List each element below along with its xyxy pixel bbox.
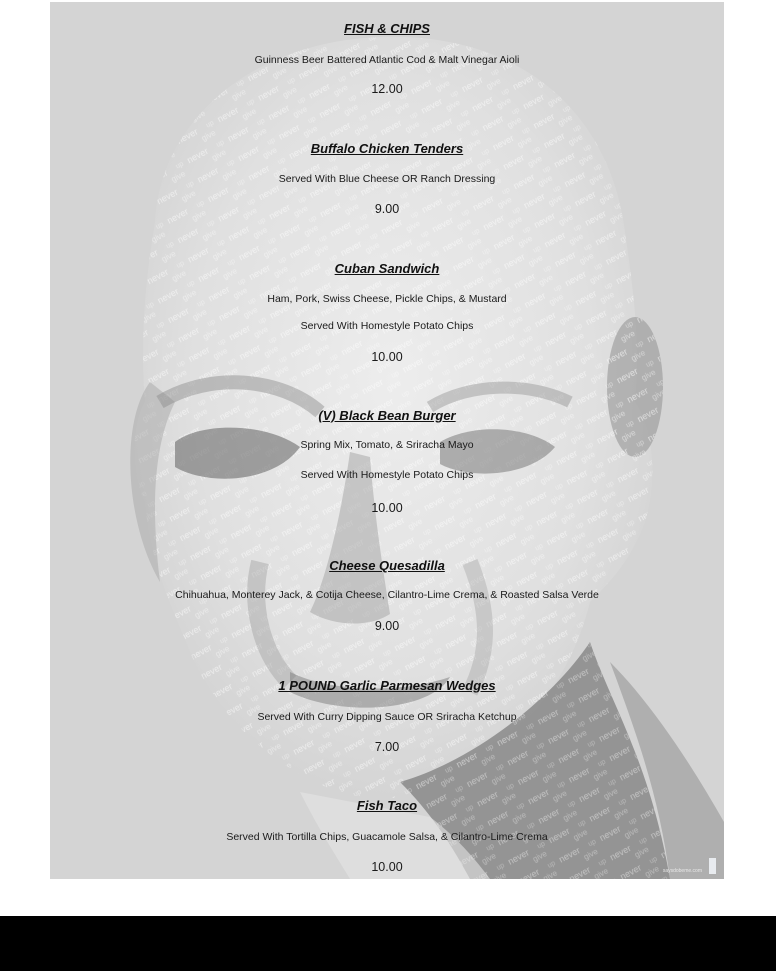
item-description: Served With Blue Cheese OR Ranch Dressing <box>278 173 496 185</box>
item-price: 10.00 <box>371 350 403 364</box>
item-description: Served With Curry Dipping Sauce OR Sriracha Ketchup <box>257 711 517 723</box>
item-description: Spring Mix, Tomato, & Sriracha Mayo <box>300 439 474 451</box>
item-description: Guinness Beer Battered Atlantic Cod & Malt Vinegar Aioli <box>254 54 520 66</box>
item-title: (V) Black Bean Burger <box>318 408 456 423</box>
credit-mark <box>709 858 716 874</box>
bottom-black-bar <box>0 916 776 971</box>
item-title: 1 POUND Garlic Parmesan Wedges <box>278 678 496 693</box>
item-description: Ham, Pork, Swiss Cheese, Pickle Chips, & Mustard <box>267 293 507 305</box>
item-price: 9.00 <box>374 202 400 216</box>
item-price: 7.00 <box>374 740 400 754</box>
item-price: 9.00 <box>374 619 400 633</box>
item-title: Cuban Sandwich <box>334 261 440 276</box>
item-price: 10.00 <box>371 860 403 874</box>
item-title: Buffalo Chicken Tenders <box>310 141 464 156</box>
image-credit: saysdobeme.com <box>662 868 702 874</box>
menu-sheet <box>50 2 724 879</box>
item-title: FISH & CHIPS <box>344 21 430 36</box>
item-description: Chihuahua, Monterey Jack, & Cotija Cheese, Cilantro-Lime Crema, & Roasted Salsa Verde <box>175 589 599 601</box>
item-price: 12.00 <box>371 82 403 96</box>
item-title: Cheese Quesadilla <box>329 558 445 573</box>
item-description: Served With Homestyle Potato Chips <box>300 469 474 481</box>
item-title: Fish Taco <box>356 798 418 813</box>
item-description: Served With Homestyle Potato Chips <box>300 320 474 332</box>
item-price: 10.00 <box>371 501 403 515</box>
item-description: Served With Tortilla Chips, Guacamole Salsa, & Cilantro-Lime Crema <box>226 831 548 843</box>
